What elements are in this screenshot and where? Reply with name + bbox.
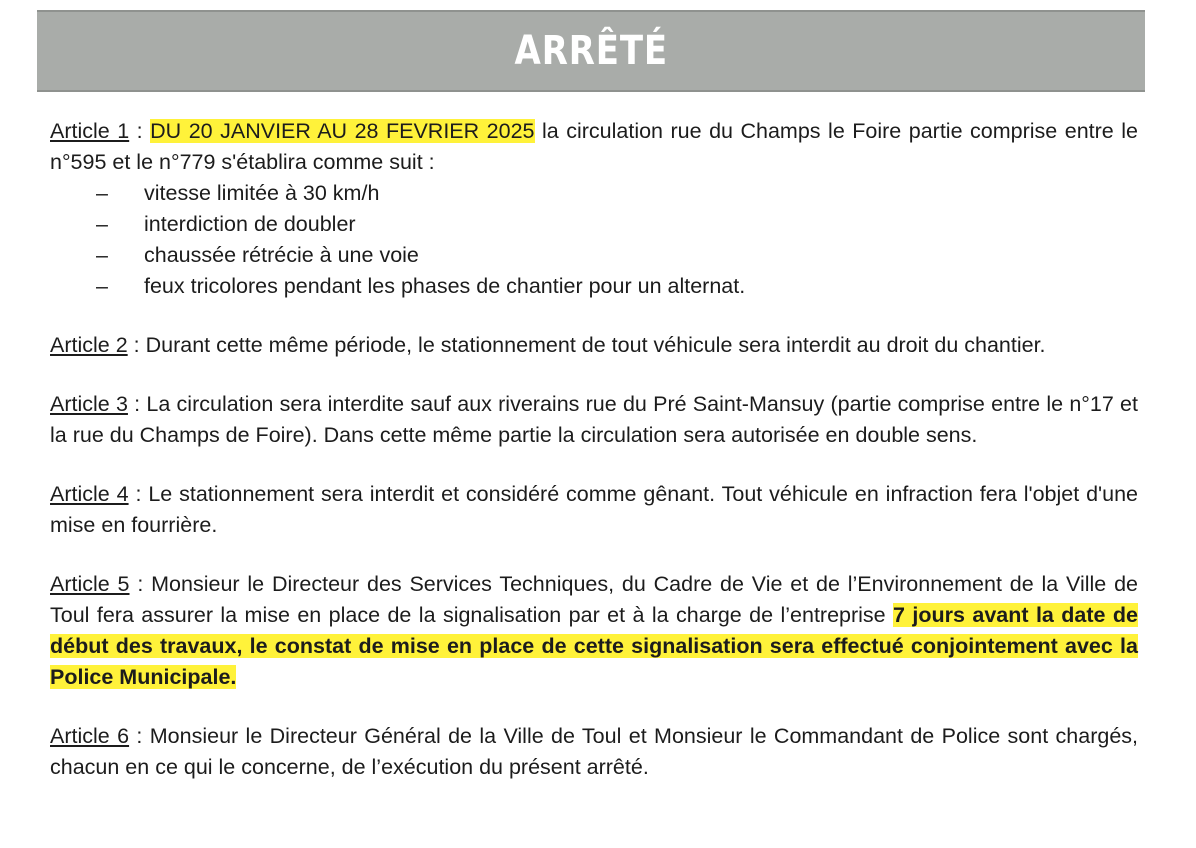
- article-label: Article 3: [50, 392, 128, 416]
- article-separator: :: [127, 392, 147, 416]
- article-label: Article 5: [50, 572, 130, 596]
- article-text: Monsieur le Directeur Général de la Ville de Toul et Monsieur le Commandant de Police sont chargés, chacun en ce qui le concerne, de l’exécution du présent arrêté.: [50, 724, 1138, 779]
- article-label: Article 2: [50, 333, 128, 357]
- list-item-text: interdiction de doubler: [144, 212, 356, 236]
- article-separator: :: [129, 572, 152, 596]
- list-item: [96, 271, 1138, 302]
- article-label: Article 6: [50, 724, 130, 748]
- list-item: [96, 240, 1138, 271]
- date-highlight: DU 20 JANVIER AU 28 FEVRIER 2025: [150, 119, 535, 143]
- article-text: Durant cette même période, le stationnement de tout véhicule sera interdit au droit du chantier.: [145, 333, 1046, 357]
- article-separator: :: [128, 482, 149, 506]
- list-item-text: vitesse limitée à 30 km/h: [144, 181, 380, 205]
- article-3: [50, 389, 1138, 451]
- list-item: [96, 209, 1138, 240]
- dash-marker: –: [96, 212, 108, 236]
- document-body: [50, 116, 1138, 811]
- title-banner: [37, 10, 1145, 92]
- article-text: Monsieur le Directeur des Services Techniques, du Cadre de Vie et de l’Environnement de la Ville de Toul fera assurer la mise en place de la signalisation par et à la charge de l’entreprise: [50, 572, 1139, 627]
- article-separator: :: [129, 119, 151, 143]
- dash-marker: –: [96, 181, 108, 205]
- article-separator: :: [127, 333, 146, 357]
- dash-marker: –: [96, 274, 108, 298]
- list-item-text: chaussée rétrécie à une voie: [144, 243, 419, 267]
- article-text: Le stationnement sera interdit et considéré comme gênant. Tout véhicule en infraction fera l'objet d'une mise en fourrière.: [50, 482, 1139, 537]
- article-label: Article 1: [50, 119, 130, 143]
- article-4: [50, 479, 1138, 541]
- measures-list: [50, 178, 1138, 302]
- list-item: [96, 178, 1138, 209]
- article-5: [50, 569, 1138, 693]
- article-text: la circulation rue du Champs le Foire partie comprise entre le n°595 et le n°779 s'établira comme suit :: [50, 119, 1138, 174]
- article-separator: :: [129, 724, 150, 748]
- article-label: Article 4: [50, 482, 129, 506]
- article-text: La circulation sera interdite sauf aux riverains rue du Pré Saint-Mansuy (partie comprise entre le n°17 et la rue du Champs de Foire). Dans cette même partie la circulation sera autorisée en double sens.: [50, 392, 1138, 447]
- dash-marker: –: [96, 243, 108, 267]
- article-1: [50, 116, 1138, 178]
- document-title: ARRÊTÉ: [514, 28, 668, 74]
- article-6: [50, 721, 1138, 783]
- signalisation-highlight: 7 jours avant la date de début des travaux, le constat de mise en place de cette signalisation sera effectué conjointement avec la Police Municipale.: [50, 603, 1139, 689]
- article-2: [50, 330, 1138, 361]
- list-item-text: feux tricolores pendant les phases de chantier pour un alternat.: [144, 274, 746, 298]
